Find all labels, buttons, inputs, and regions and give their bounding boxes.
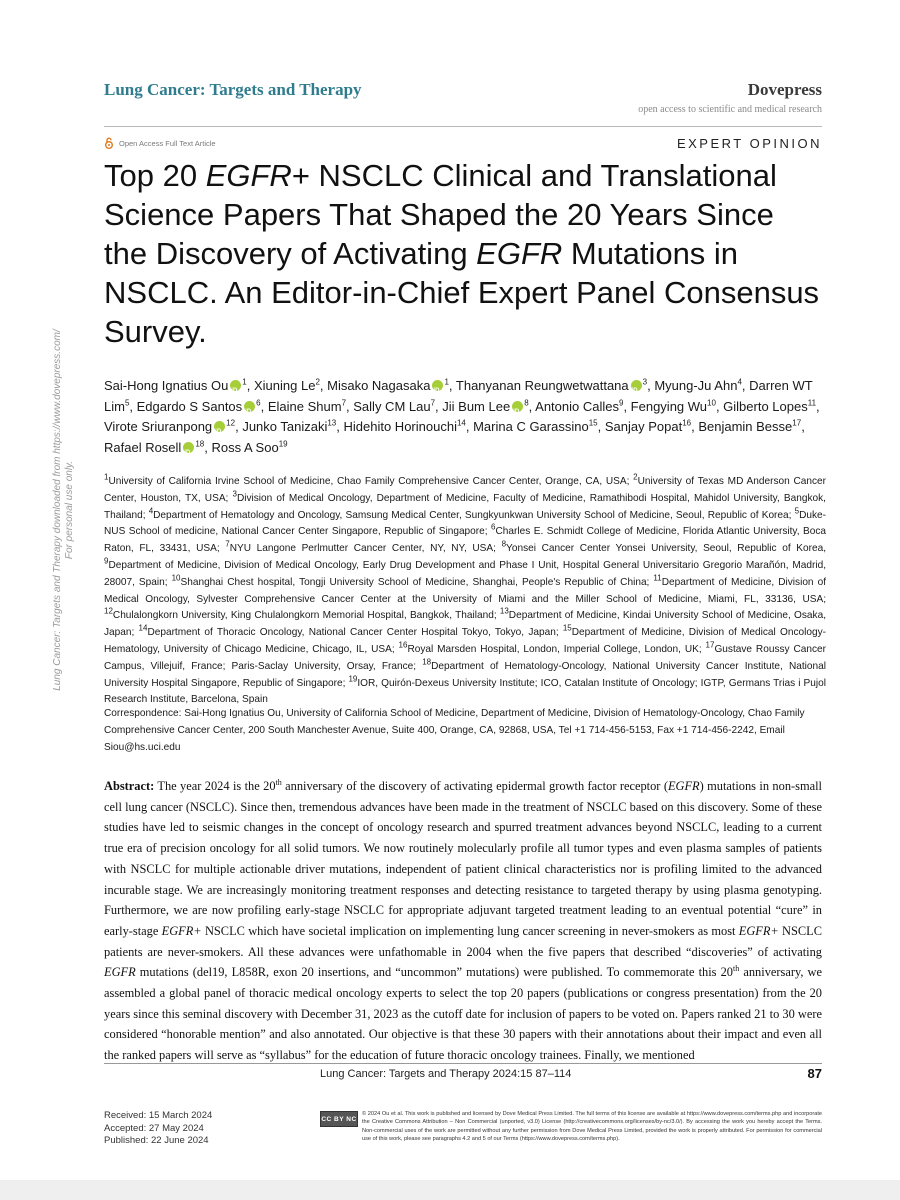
- author: [104, 378, 247, 393]
- open-access-text: Open Access Full Text Article: [119, 138, 216, 148]
- author-affiliation-number: 15: [588, 418, 598, 428]
- abstract: Abstract: The year 2024 is the 20th anniversary of the discovery of activating epidermal growth factor receptor (EGFR) mutations in non-small cell lung cancer (NSCLC). Since then, tremendous advances have been made in the treatment of NSCLC based on this discovery. Some of these studies have led to seismic changes in the concept of oncology research and spurred treatment advances beyond NSCLC, leading to a current true era of precision oncology for all solid tumors. We now routinely molecularly profile all tumor types and even plasma samples of patients with NSCLC for multiple actionable driver mutations, independent of patient clinical characteristics nor is profiling limited to the advanced incurable stage. We are increasingly monitoring treatment responses and detecting resistance to targeted therapy by using plasma genotyping. Furthermore, we are now profiling early-stage NSCLC for appropriate adjuvant targeted treatment leading to an eventual potential “cure” in early-stage EGFR+ NSCLC which have societal implication on implementing lung cancer screening in never-smokers as most EGFR+ NSCLC patients are never-smokers. All these advances were unfathomable in 2004 when the five papers that described “discoveries” of activating EGFR mutations (del19, L858R, exon 20 insertions, and “uncommon” mutations) were published. To commemorate this 20th anniversary, we assembled a global panel of thoracic medical oncology experts to select the top 20 papers (publications or congress presentation) from the 20 years since this seminal discovery with December 31, 2023 as the cutoff date for inclusion of papers to be voted on. Papers ranked 21 to 30 were considered “honorable mention” and also annotated. Our objective is that these 30 papers with their annotations about their impact and even all the ranked papers will serve as “syllabus” for the education of future thoracic oncology trainees. Finally, we mentioned: [104, 777, 823, 1063]
- published-date: Published: 22 June 2024: [104, 1135, 209, 1146]
- author-affiliation-number: 7: [430, 398, 436, 408]
- affiliation-text: Chulalongkorn University, King Chulalongkorn Memorial Hospital, Bangkok, Thailand;: [112, 610, 500, 622]
- footer-divider: [104, 1063, 822, 1064]
- affiliation-text: Shanghai Chest hospital, Tongji University School of Medicine, Shanghai, People's Republic of China;: [180, 576, 654, 588]
- author: [473, 419, 598, 434]
- affiliation-text: Charles E. Schmidt College of Medicine, Florida Atlantic University, Boca Raton, FL, 33431, USA;: [104, 526, 826, 555]
- author-name: Myung-Ju Ahn: [654, 378, 738, 393]
- author: [104, 440, 204, 455]
- affiliations: [104, 474, 826, 709]
- affiliation-text: Yonsei Cancer Center Yonsei University, Seoul, Republic of Korea,: [506, 543, 826, 555]
- author-affiliation-number: 9: [618, 398, 624, 408]
- open-lock-icon: [104, 137, 114, 149]
- author-name: Darren WT Lim: [104, 378, 813, 414]
- author-affiliation-number: 1: [242, 377, 247, 387]
- affiliation-number: 15: [562, 623, 572, 633]
- author-affiliation-number: 14: [456, 418, 466, 428]
- affiliation-text: Department of Medicine, Division of Medical Oncology-Hematology, University of Chicago Medicine, Chicago, IL, USA;: [104, 627, 826, 655]
- affiliation-text: Department of Medicine, Division of Medical Oncology, Early Drug Development and Phase I Unit, Hospital General Universitario Gregorio Marañón, Madrid, 28007, Spain;: [104, 559, 826, 588]
- author-name: Edgardo S Santos: [136, 398, 243, 414]
- author-name: Virote Sriuranpong: [104, 419, 213, 435]
- affiliation-text: Department of Thoracic Oncology, National Cancer Center Hospital Tokyo, Tokyo, Japan;: [147, 627, 563, 639]
- author-name: Sally CM Lau: [353, 398, 431, 414]
- author-affiliation-number: 3: [642, 377, 648, 387]
- license-text: © 2024 Ou et al. This work is published and licensed by Dove Medical Press Limited. The full terms of this license are available at https://www.dovepress.com/terms.php and incorporate the Creative Commons Attribution – Non Commercial (unported, v3.0) License (http://creativecommons.org/licenses/by-nc/3.0/). By accessing the work you hereby accept the Terms. Non-commercial uses of the work are permitted without any further permission from Dove Medical Press Limited, provided the work is properly attributed. For permission for commercial use of this work, please see paragraphs 4.2 and 5 of our Terms (https://www.dovepress.com/terms.php).: [362, 1111, 822, 1142]
- affiliation-number: 16: [398, 640, 408, 650]
- page-number: 87: [807, 1066, 822, 1081]
- orcid-icon[interactable]: [512, 401, 523, 412]
- author-name: Fengying Wu: [630, 398, 708, 414]
- author: [605, 419, 691, 434]
- received-date: Received: 15 March 2024: [104, 1110, 213, 1121]
- orcid-icon[interactable]: [214, 421, 225, 432]
- author-affiliation-number: 5: [124, 398, 130, 408]
- accepted-date: Accepted: 27 May 2024: [104, 1122, 204, 1134]
- affiliation-number: 5: [794, 506, 800, 516]
- author-name: Elaine Shum: [267, 398, 342, 414]
- orcid-icon[interactable]: [432, 380, 443, 391]
- orcid-icon[interactable]: [230, 380, 241, 391]
- author-affiliation-number: 4: [737, 377, 742, 387]
- affiliation-text: Royal Marsden Hospital, London, Imperial College, London, UK;: [407, 643, 706, 655]
- affiliation-text: NYU Langone Perlmutter Cancer Center, NY, NY, USA;: [229, 543, 502, 555]
- author: [242, 419, 336, 434]
- author: [327, 378, 449, 393]
- author-name: Rafael Rosell: [104, 439, 182, 455]
- affiliation-text: Gustave Roussy Cancer Campus, Villejuif, France; Paris-Saclay University, Orsay, France;: [104, 643, 826, 672]
- header-divider: [104, 126, 822, 127]
- affiliation-number: 10: [171, 573, 181, 583]
- cc-license-badge[interactable]: CC BY NC: [320, 1111, 358, 1127]
- abstract-label: Abstract:: [104, 779, 155, 793]
- author-name: Junko Tanizaki: [242, 419, 328, 435]
- author-name: Sai-Hong Ignatius Ou: [104, 378, 229, 393]
- download-watermark: Lung Cancer: Targets and Therapy downloaded from https://www.dovepress.com/ For personal use only.: [52, 329, 75, 691]
- affiliation-number: 9: [104, 556, 109, 566]
- author-name: Antonio Calles: [535, 398, 619, 414]
- publisher-tagline: open access to scientific and medical research: [638, 104, 822, 115]
- author-affiliation-number: 17: [792, 418, 802, 428]
- affiliation-text: IOR, Quirón-Dexeus University Institute; ICO, Catalan Institute of Oncology; IGTP, Germans Trias i Pujol Research Institute, Barcelona, Spain: [104, 677, 826, 706]
- affiliation-number: 1: [104, 472, 109, 482]
- affiliation-number: 6: [491, 523, 496, 533]
- bottom-band: [0, 1180, 900, 1200]
- author: [698, 419, 801, 434]
- affiliation-number: 17: [705, 640, 715, 650]
- publisher-logo-text: Dovepress: [747, 80, 822, 99]
- author-name: Benjamin Besse: [698, 419, 793, 435]
- author-affiliation-number: 18: [195, 439, 205, 449]
- orcid-icon[interactable]: [631, 380, 642, 391]
- affiliation-number: 13: [499, 607, 509, 617]
- affiliation-text: University of California Irvine School of Medicine, Chao Family Comprehensive Cancer Center, Orange, CA, USA;: [108, 476, 634, 487]
- affiliation-number: 3: [232, 489, 237, 499]
- correspondence: Correspondence: Sai-Hong Ignatius Ou, University of California School of Medicine, Department of Medicine, Division of Hematology-Oncology, Chao Family Comprehensive Cancer Center, 200 South Manchester Avenue, Suite 400, Orange, CA, 92868, USA, Tel +1 714-456-5153, Fax +1 714-456-2242, Email Siou@hs.uci.edu: [104, 708, 805, 753]
- orcid-icon[interactable]: [244, 401, 255, 412]
- author-affiliation-number: 13: [327, 418, 337, 428]
- author: [137, 399, 261, 414]
- affiliation-number: 8: [501, 539, 507, 549]
- author: [353, 399, 435, 414]
- author: [344, 419, 466, 434]
- author: [104, 419, 235, 434]
- affiliation-number: 4: [148, 506, 154, 516]
- author-affiliation-number: 11: [807, 398, 817, 408]
- orcid-icon[interactable]: [183, 442, 194, 453]
- journal-name: Lung Cancer: Targets and Therapy: [104, 80, 362, 99]
- author: [723, 399, 816, 414]
- author-name: Ross A Soo: [211, 439, 279, 455]
- author: [654, 378, 742, 393]
- author-affiliation-number: 8: [524, 398, 529, 408]
- affiliation-text: Duke-NUS School of medicine, National Cancer Center Singapore, Republic of Singapore;: [104, 509, 826, 538]
- author-name: Hidehito Horinouchi: [343, 419, 457, 435]
- author: [211, 440, 287, 455]
- author: [456, 378, 647, 393]
- article-title: Top 20 EGFR+ NSCLC Clinical and Translational Science Papers That Shaped the 20 Years Since the Discovery of Activating EGFR Mutations in NSCLC. An Editor-in-Chief Expert Panel Consensus Survey.: [104, 158, 820, 349]
- affiliation-text: Division of Medical Oncology, Department of Medicine, Faculty of Medicine, Ramathibodi Hospital, Mahidol University, Bangkok, Thailand;: [104, 492, 826, 521]
- affiliation-text: Department of Hematology and Oncology, Samsung Medical Center, Sungkyunkwan University School of Medicine, Seoul, Republic of Korea;: [153, 509, 795, 521]
- author-affiliation-number: 6: [256, 398, 261, 408]
- affiliation-text: University of Texas MD Anderson Cancer Center, Houston, TX, USA;: [104, 476, 826, 504]
- affiliation-number: 14: [138, 623, 148, 633]
- author-name: Gilberto Lopes: [723, 398, 808, 414]
- author-affiliation-number: 12: [226, 418, 236, 428]
- author: [254, 378, 320, 393]
- author-affiliation-number: 1: [444, 377, 449, 387]
- author-name: Xiuning Le: [253, 378, 316, 393]
- affiliation-number: 7: [225, 539, 230, 549]
- author-affiliation-number: 10: [707, 398, 716, 408]
- open-access-label: [104, 137, 216, 149]
- article-type: EXPERT OPINION: [676, 136, 822, 151]
- author-affiliation-number: 19: [278, 439, 288, 449]
- author: [442, 399, 528, 414]
- publication-dates: [104, 1110, 212, 1148]
- affiliation-number: 11: [653, 573, 662, 583]
- author-list: Sai-Hong Ignatius OuiD $^1$, Xiuning Le$^2$, Misako NagasakaiD $^1$, Thanyanan ReungwetwattanaiD $^3$, Myung-Ju Ahn$^4$, Darren WT Lim$^5$, Edgardo S SantosiD $^6$, Elaine Shum$^7$, Sally CM Lau$^7$, Jii Bum LeeiD $^8$, Antonio Calles$^9$, Fengying Wu$^{10}$, Gilberto Lopes$^{11}$, Virote SriuranpongiD $^{12}$, Junko Tanizaki$^{13}$, Hidehito Horinouchi$^{14}$, Marina C Garassino$^{15}$, Sanjay Popat$^{16}$, Benjamin Besse$^{17}$, Rafael RoselliD $^{18}$, Ross A Soo$^{19}$: [104, 376, 826, 458]
- author: [535, 399, 623, 414]
- author-name: Marina C Garassino: [473, 419, 589, 435]
- affiliation-number: 2: [633, 472, 638, 482]
- journal-citation: Lung Cancer: Targets and Therapy 2024:15 87–114: [320, 1068, 572, 1080]
- affiliation-text: Department of Medicine, Division of Medical Oncology, Sylvester Comprehensive Cancer Center at the University of Miami and the Miller School of Medicine, Miami, FL, 33136, USA;: [104, 576, 827, 605]
- author-name: Thanyanan Reungwetwattana: [455, 378, 629, 393]
- affiliation-number: 18: [422, 657, 432, 667]
- author: [268, 399, 346, 414]
- author: [631, 399, 716, 414]
- author-affiliation-number: 7: [341, 398, 347, 408]
- author-name: Misako Nagasaka: [327, 378, 431, 393]
- author-affiliation-number: 16: [682, 418, 692, 428]
- affiliation-text: Department of Hematology-Oncology, National University Cancer Institute, National University Hospital Singapore, Republic of Singapore;: [104, 660, 826, 689]
- affiliation-text: Department of Medicine, Kindai University School of Medicine, Osaka, Japan;: [104, 610, 826, 639]
- affiliation-number: 12: [104, 607, 113, 617]
- author-name: Jii Bum Lee: [442, 398, 511, 414]
- author-affiliation-number: 2: [315, 377, 320, 387]
- affiliation-number: 19: [348, 674, 358, 684]
- author-name: Sanjay Popat: [604, 419, 683, 435]
